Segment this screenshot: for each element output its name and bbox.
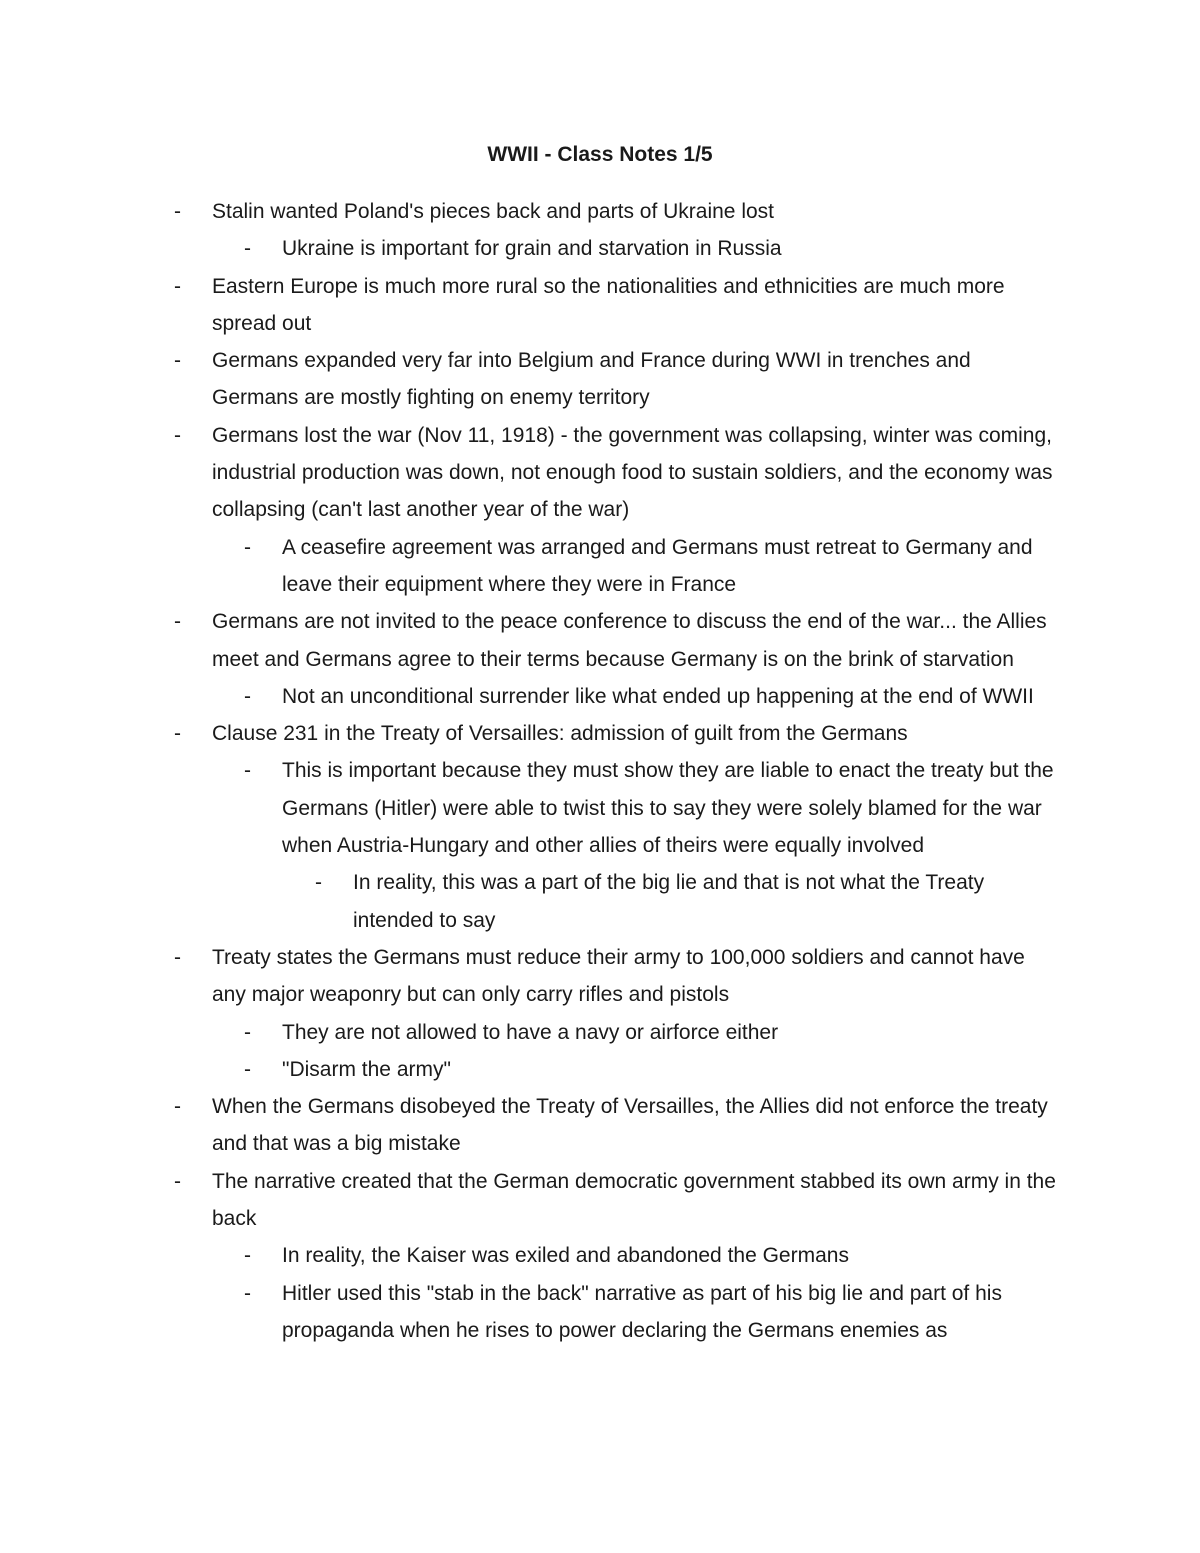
list-item-text: In reality, this was a part of the big lie and that is not what the Treaty intended to say [353, 871, 985, 932]
list-item-text: The narrative created that the German democratic government stabbed its own army in the back [212, 1169, 1056, 1231]
list-item-text: This is important because they must show they are liable to enact the treaty but the Germans (Hitler) were able to twist this to say they were solely blamed for the war when Austria-Hungary and other allies of theirs were equally involved [282, 759, 1054, 858]
bullet-dash: - [174, 349, 181, 373]
list-item [0, 1051, 1200, 1088]
bullet-dash: - [174, 722, 181, 746]
document-title: WWII - Class Notes 1/5 [487, 143, 713, 166]
bullet-dash: - [315, 871, 322, 895]
list-item [0, 230, 1200, 267]
list-item-text: When the Germans disobeyed the Treaty of Versailles, the Allies did not enforce the treaty and that was a big mistake [212, 1095, 1048, 1156]
list-item-text: "Disarm the army" [282, 1057, 451, 1081]
list-item [0, 529, 1200, 604]
bullet-dash: - [244, 684, 251, 708]
list-item-text: Clause 231 in the Treaty of Versailles: admission of guilt from the Germans [212, 722, 908, 746]
list-item [0, 715, 1200, 752]
list-item-text: Eastern Europe is much more rural so the nationalities and ethnicities are much more spread out [212, 274, 1005, 335]
list-item [0, 417, 1200, 529]
bullet-dash: - [244, 759, 251, 783]
list-item [0, 603, 1200, 678]
bullet-dash: - [174, 200, 181, 223]
list-item-text: Stalin wanted Poland's pieces back and parts of Ukraine lost [212, 200, 774, 223]
list-item-text: In reality, the Kaiser was exiled and abandoned the Germans [282, 1244, 849, 1268]
list-item-text: Not an unconditional surrender like what ended up happening at the end of WWII [282, 684, 1034, 708]
list-item [0, 193, 1200, 230]
bullet-dash: - [174, 1169, 181, 1193]
list-item-text: Germans lost the war (Nov 11, 1918) - the government was collapsing, winter was coming, industrial production was down, not enough food to sustain soldiers, and the economy was collapsing (can't last another year of the war) [212, 423, 1053, 522]
bullet-dash: - [174, 610, 181, 634]
bullet-dash: - [174, 945, 181, 969]
bullet-dash: - [174, 274, 181, 298]
list-item-text: A ceasefire agreement was arranged and Germans must retreat to Germany and leave their equipment where they were in France [282, 535, 1033, 596]
notes-list [0, 193, 1200, 1349]
list-item [0, 752, 1200, 864]
list-item [0, 1088, 1200, 1163]
bullet-dash: - [244, 535, 251, 559]
list-item [0, 1275, 1200, 1350]
list-item [0, 939, 1200, 1014]
list-item [0, 268, 1200, 343]
list-item [0, 678, 1200, 715]
bullet-dash: - [174, 423, 181, 447]
list-item-text: Germans are not invited to the peace conference to discuss the end of the war... the Allies meet and Germans agree to their terms because Germany is on the brink of starvation [212, 610, 1047, 671]
bullet-dash: - [244, 1057, 251, 1081]
list-item-text: Treaty states the Germans must reduce their army to 100,000 soldiers and cannot have any major weaponry but can only carry rifles and pistols [212, 945, 1025, 1007]
bullet-dash: - [174, 1095, 181, 1119]
list-item-text: They are not allowed to have a navy or airforce either [282, 1020, 779, 1044]
list-item-text: Ukraine is important for grain and starvation in Russia [282, 237, 782, 261]
bullet-dash: - [244, 1020, 251, 1044]
list-item [0, 864, 1200, 939]
list-item [0, 1163, 1200, 1238]
list-item [0, 1014, 1200, 1051]
list-item-text: Hitler used this "stab in the back" narrative as part of his big lie and part of his propaganda when he rises to power declaring the Germans enemies as [282, 1281, 1002, 1342]
list-item [0, 1237, 1200, 1274]
list-item [0, 342, 1200, 417]
bullet-dash: - [244, 237, 251, 261]
bullet-dash: - [244, 1244, 251, 1268]
bullet-dash: - [244, 1281, 251, 1305]
list-item-text: Germans expanded very far into Belgium and France during WWI in trenches and Germans are mostly fighting on enemy territory [212, 349, 971, 410]
